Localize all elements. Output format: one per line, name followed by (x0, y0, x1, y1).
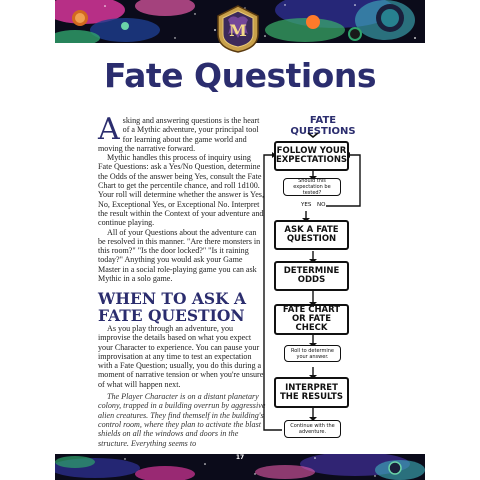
roll-answer-box: Roll to determine your answer. (284, 345, 341, 362)
section-text (98, 324, 266, 448)
intro-column (98, 112, 266, 284)
intro-paragraph-2: Mythic handles this process of inquiry using Fate Questions: ask a Yes/No Question, determine the Odds of the answer being Yes, consult the Fate Chart to get the percentile chance, and roll 1d100. Your roll will determine whether the answer is Yes, No, Exceptional Yes, or Exceptional No. Interpret the result within the Context of your adventure and continue playing. (98, 153, 264, 228)
determine-odds-box: DETERMINE ODDS (274, 261, 349, 291)
section-heading: WHEN TO ASK A FATE QUESTION (98, 289, 246, 325)
section-column (98, 324, 266, 448)
ask-fate-question-box: ASK A FATE QUESTION (274, 220, 349, 250)
no-label: NO (317, 202, 326, 208)
flowchart-title: FATE QUESTIONS (290, 115, 356, 137)
fate-chart-or-check-box: FATE CHART OR FATE CHECK (274, 304, 349, 335)
dropcap: A (98, 112, 120, 147)
interpret-results-box: INTERPRET THE RESULTS (274, 377, 349, 408)
follow-expectations-box: FOLLOW YOUR EXPECTATIONS (274, 141, 349, 171)
test-expectation-box: Should this expectation be tested? (283, 178, 341, 196)
page-title: Fate Questions (104, 56, 376, 95)
section-paragraph-1: As you play through an adventure, you improvise the details based on what you expect your Character to experience. You can pause your improvisation at any time to test an expectation with a Fate Question; usually, you do this during a moment of narrative tension or when you're unsure of what will happen next. (98, 324, 264, 389)
page-number: 17 (235, 454, 245, 461)
intro-paragraph-1-text: sking and answering questions is the heart of a Mythic adventure, your principal tool for learning about the game world and moving the narrative forward. (98, 116, 260, 153)
intro-paragraph-3: All of your Questions about the adventure can be resolved in this manner. "Are there monsters in this room?" "Is the door locked?" "Is it raining today?" Anything you would ask your Game Master in a social role-playing game you can ask Mythic in a solo game. (98, 227, 261, 284)
mythic-logo-icon (214, 4, 262, 54)
intro-paragraph-1 (98, 112, 266, 153)
yes-label: YES (301, 202, 312, 208)
example-paragraph: The Player Character is on a distant planetary colony, trapped in a building overrun by aggressive alien creatures. They find themself in the building's control room, where they plan to activate the blast shields on all the windows and doors in the structure. Everything seems to (98, 392, 266, 448)
continue-adventure-box: Continue with the adventure. (284, 420, 341, 438)
intro-text (98, 112, 266, 284)
svg-text:M: M (229, 21, 247, 40)
